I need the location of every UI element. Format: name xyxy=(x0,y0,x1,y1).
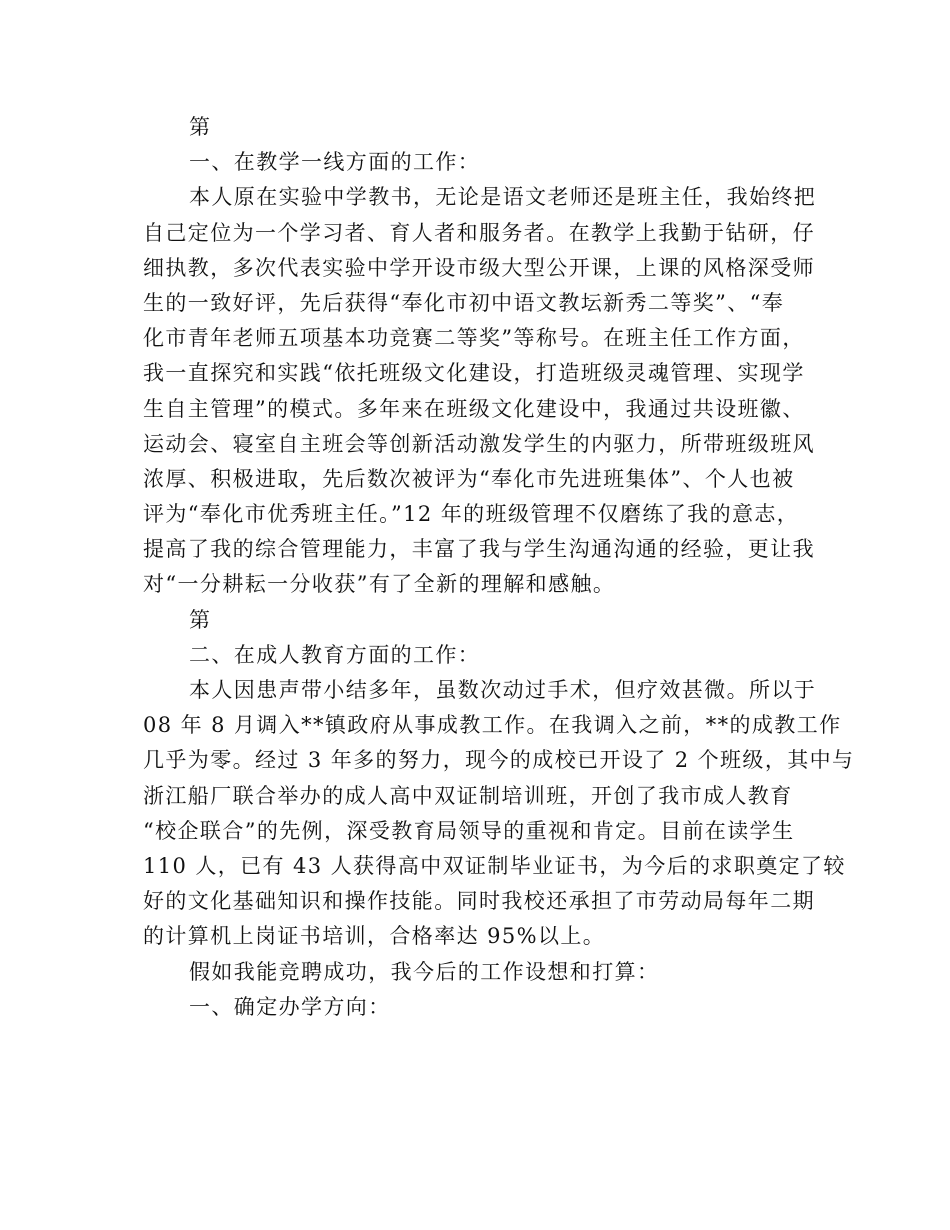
paragraph-line: 假如我能竞聘成功，我今后的工作设想和打算： xyxy=(189,959,660,984)
paragraph-line: 化市青年老师五项基本功竞赛二等奖”等称号。在班主任工作方面， xyxy=(143,326,805,351)
paragraph-line: 08 年 8 月调入**镇政府从事成教工作。在我调入之前，**的成教工作 xyxy=(143,713,842,738)
paragraph-line: 生的一致好评，先后获得“奉化市初中语文教坛新秀二等奖”、“奉 xyxy=(143,290,785,315)
paragraph-line: 自己定位为一个学习者、育人者和服务者。在教学上我勤于钻研，仔 xyxy=(143,220,815,245)
paragraph-line: 提高了我的综合管理能力，丰富了我与学生沟通沟通的经验，更让我 xyxy=(143,537,815,562)
section-heading: 二、在成人教育方面的工作： xyxy=(189,642,481,667)
paragraph-line: 浙江船厂联合举办的成人高中双证制培训班，开创了我市成人教育 xyxy=(143,783,793,808)
paragraph-line: 本人原在实验中学教书，无论是语文老师还是班主任，我始终把 xyxy=(189,185,817,210)
section-number: 第 xyxy=(189,115,212,139)
document-body xyxy=(143,110,855,1025)
paragraph-line: 细执教，多次代表实验中学开设市级大型公开课，上课的风格深受师 xyxy=(143,255,815,280)
paragraph-line: 我一直探究和实践“依托班级文化建设，打造班级灵魂管理、实现学 xyxy=(143,361,805,386)
paragraph-line: 本人因患声带小结多年，虽数次动过手术，但疗效甚微。所以于 xyxy=(189,678,817,702)
paragraph-line: “校企联合”的先例，深受教育局领导的重视和肯定。目前在读学生 xyxy=(143,818,795,843)
section-heading: 一、在教学一线方面的工作： xyxy=(189,150,481,175)
paragraph-line: 对“一分耕耘一分收获”有了全新的理解和感触。 xyxy=(143,572,616,597)
paragraph-line: 110 人，已有 43 人获得高中双证制毕业证书，为今后的求职奠定了较 xyxy=(143,853,846,878)
paragraph-line: 好的文化基础知识和操作技能。同时我校还承担了市劳动局每年二期 xyxy=(143,889,815,914)
paragraph-line: 评为“奉化市优秀班主任。”12 年的班级管理不仅磨练了我的意志， xyxy=(143,502,800,527)
paragraph-line: 生自主管理”的模式。多年来在班级文化建设中，我通过共设班徽、 xyxy=(143,396,805,421)
paragraph-line: 运动会、寝室自主班会等创新活动激发学生的内驱力，所带班级班风 xyxy=(143,431,815,456)
section-heading: 一、确定办学方向： xyxy=(189,994,391,1019)
paragraph-line: 的计算机上岗证书培训，合格率达 95%以上。 xyxy=(143,924,606,949)
paragraph-line: 几乎为零。经过 3 年多的努力，现今的成校已开设了 2 个班级，其中与 xyxy=(143,748,855,773)
section-number: 第 xyxy=(189,607,212,632)
paragraph-line: 浓厚、积极进取，先后数次被评为“奉化市先进班集体”、个人也被 xyxy=(143,466,795,491)
